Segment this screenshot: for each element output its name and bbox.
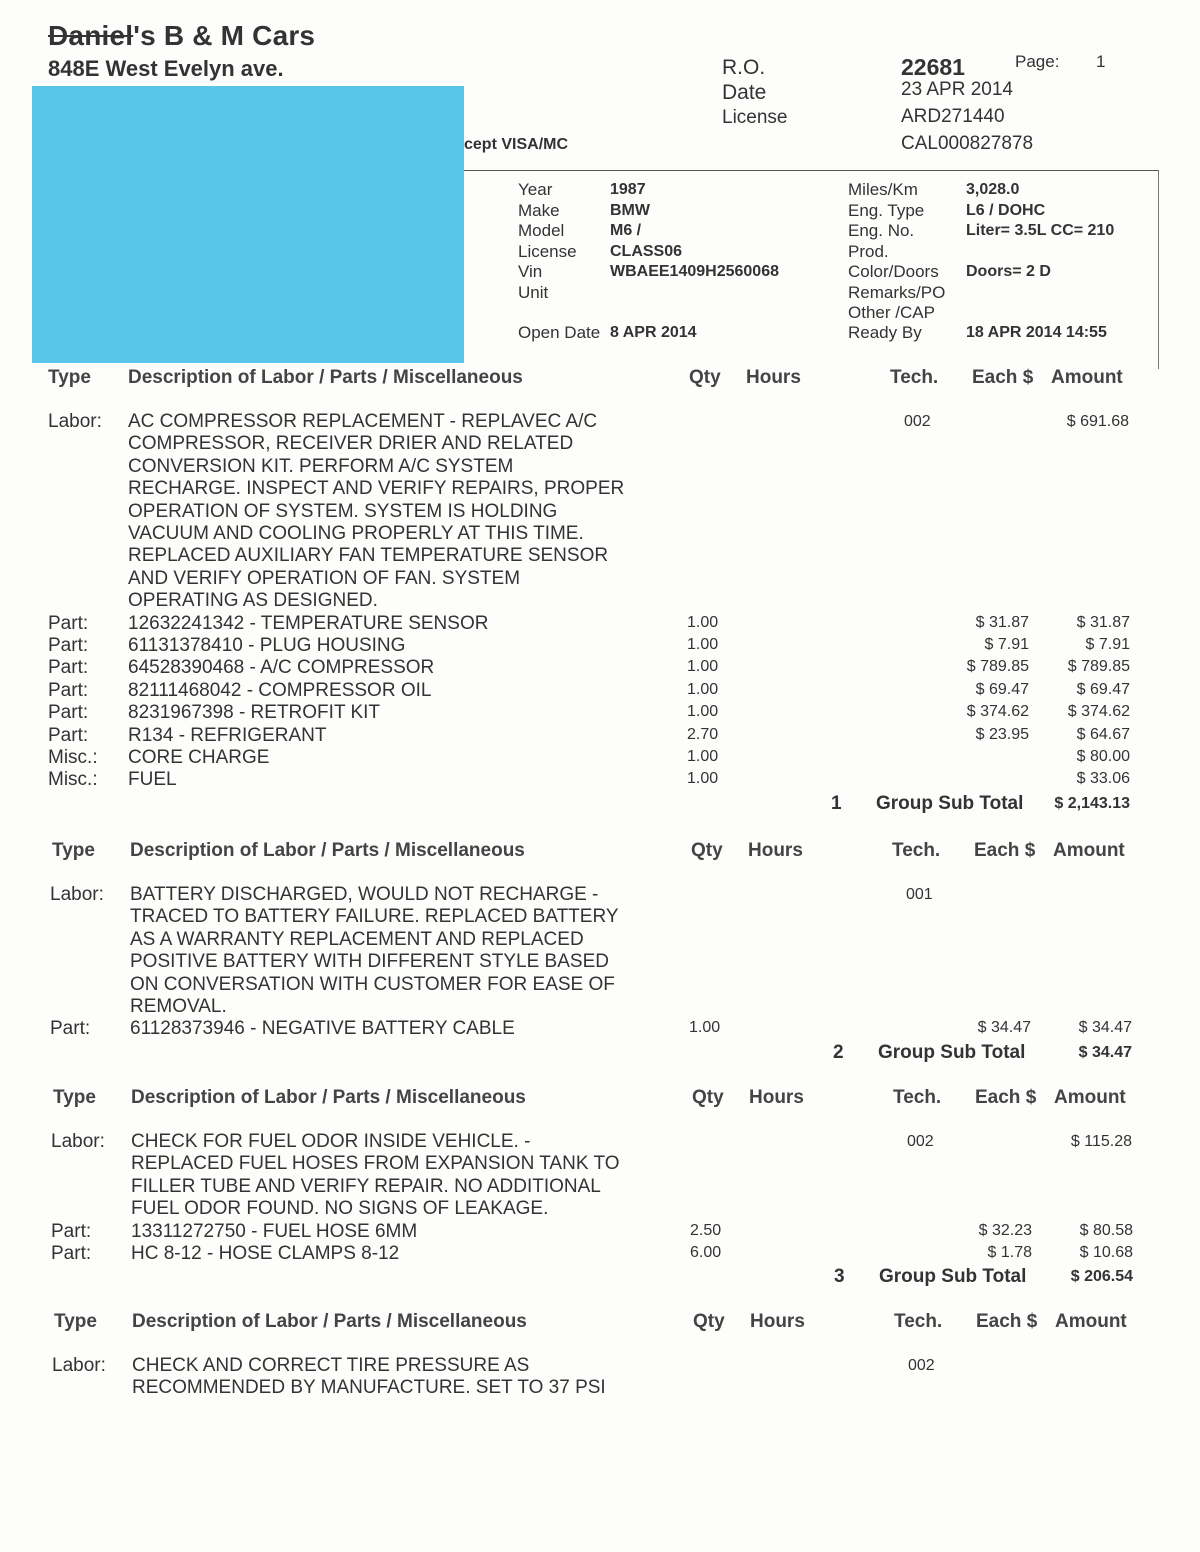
open-date-label: Open Date (518, 323, 601, 342)
col-header-description: Description of Labor / Parts / Miscellaneous (128, 367, 523, 388)
item-description: 13311272750 - FUEL HOSE 6MM (131, 1220, 418, 1242)
item-type: Part: (48, 724, 89, 746)
item-description: R134 - REFRIGERANT (128, 724, 327, 746)
shop-address: 848E West Evelyn ave. (48, 56, 284, 81)
item-qty: 1.00 (687, 703, 719, 721)
open-date-value: 8 APR 2014 (610, 324, 697, 341)
col-header-tech: Tech. (893, 1087, 942, 1108)
item-description: 12632241342 - TEMPERATURE SENSOR (128, 612, 489, 634)
year-value: 1987 (610, 181, 646, 198)
labor-description-line: VACUUM AND COOLING PROPERLY AT THIS TIME. (128, 523, 584, 545)
item-type: Part: (50, 1018, 91, 1040)
col-header-tech: Tech. (892, 840, 941, 861)
model-label: Model (518, 221, 565, 240)
ro-label: R.O. (722, 56, 766, 79)
group-subtotal-label: Group Sub Total (879, 1266, 1027, 1288)
item-type: Part: (48, 635, 89, 656)
item-each-price: $ 789.85 (966, 658, 1029, 676)
item-type: Part: (48, 702, 89, 724)
col-header-qty: Qty (692, 1087, 724, 1108)
item-description: 64528390468 - A/C COMPRESSOR (128, 657, 435, 679)
labor-description-line: RECHARGE. INSPECT AND VERIFY REPAIRS, PROPER (128, 478, 625, 500)
col-header-tech: Tech. (894, 1311, 943, 1332)
item-qty: 1.00 (687, 613, 719, 631)
group-subtotal-amount: $ 34.47 (1078, 1043, 1132, 1061)
make-value: BMW (610, 202, 650, 219)
labor-tech: 002 (908, 1357, 935, 1374)
remarks-label: Remarks/PO (848, 283, 946, 302)
item-each-price: $ 374.62 (966, 703, 1029, 721)
vin-value: WBAEE1409H2560068 (610, 263, 779, 280)
labor-tech: 002 (904, 413, 931, 430)
item-description: CORE CHARGE (128, 747, 270, 768)
labor-description (128, 411, 624, 613)
labor-tech: 001 (906, 886, 933, 903)
date-label: Date (722, 81, 767, 104)
group-subtotal-amount: $ 206.54 (1070, 1268, 1133, 1286)
item-type: Part: (48, 612, 89, 634)
labor-description-line: REPLACED AUXILIARY FAN TEMPERATURE SENSOR (128, 545, 609, 567)
item-each-price: $ 69.47 (975, 680, 1029, 698)
item-qty: 1.00 (687, 658, 719, 676)
item-amount: $ 7.91 (1085, 636, 1130, 653)
item-amount: $ 789.85 (1067, 658, 1130, 676)
item-type: Misc.: (48, 747, 98, 768)
labor-description-line: AC COMPRESSOR REPLACEMENT - REPLAVEC A/C (128, 411, 598, 432)
col-header-each: Each $ (976, 1311, 1038, 1332)
group-subtotal-label: Group Sub Total (876, 792, 1024, 814)
col-header-qty: Qty (689, 367, 721, 388)
col-header-hours: Hours (748, 840, 803, 861)
miles-value: 3,028.0 (966, 181, 1020, 198)
col-header-hours: Hours (749, 1087, 804, 1108)
item-each-price: $ 32.23 (978, 1221, 1032, 1239)
vehicle-license-value: CLASS06 (610, 243, 683, 260)
eng-type-label: Eng. Type (848, 201, 925, 220)
item-qty: 1.00 (687, 748, 719, 765)
col-header-description: Description of Labor / Parts / Miscellaneous (131, 1087, 526, 1108)
item-description: 61131378410 - PLUG HOUSING (128, 635, 406, 656)
redaction-block (32, 86, 464, 363)
item-type: Misc.: (48, 769, 98, 791)
labor-description-line: CHECK FOR FUEL ODOR INSIDE VEHICLE. - (131, 1131, 531, 1152)
item-description: 61128373946 - NEGATIVE BATTERY CABLE (130, 1018, 515, 1040)
labor-description (130, 884, 619, 1018)
labor-description-line: AS A WARRANTY REPLACEMENT AND REPLACED (130, 928, 584, 950)
labor-description-line: RECOMMENDED BY MANUFACTURE. SET TO 37 PSI (132, 1377, 606, 1399)
labor-description-line: OPERATING AS DESIGNED. (128, 590, 378, 612)
item-type: Part: (51, 1243, 92, 1264)
ro-license-2: CAL000827878 (901, 133, 1034, 154)
item-description: HC 8-12 - HOSE CLAMPS 8-12 (131, 1243, 400, 1264)
col-header-qty: Qty (691, 840, 723, 861)
labor-type: Labor: (50, 884, 104, 905)
page-label: Page: (1015, 52, 1060, 71)
ready-by-value: 18 APR 2014 14:55 (966, 324, 1107, 341)
labor-description (131, 1131, 619, 1221)
labor-type: Labor: (48, 411, 102, 432)
col-header-each: Each $ (975, 1087, 1037, 1108)
item-each-price: $ 31.87 (975, 613, 1029, 631)
item-qty: 1.00 (687, 680, 719, 698)
labor-amount: $ 115.28 (1070, 1133, 1132, 1150)
license-label: License (722, 107, 788, 128)
prod-label: Prod. (848, 242, 889, 261)
col-header-type: Type (48, 367, 91, 388)
page-number: 1 (1096, 52, 1106, 71)
item-amount: $ 10.68 (1079, 1244, 1133, 1261)
item-amount: $ 69.47 (1076, 680, 1130, 698)
group-subtotal-label: Group Sub Total (878, 1041, 1026, 1063)
item-qty: 1.00 (687, 636, 719, 653)
eng-type-value: L6 / DOHC (966, 202, 1046, 219)
col-header-hours: Hours (746, 367, 801, 388)
item-each-price: $ 23.95 (975, 725, 1029, 743)
group-number: 2 (833, 1041, 844, 1063)
labor-amount: $ 691.68 (1066, 413, 1129, 430)
eng-no-label: Eng. No. (848, 221, 915, 240)
labor-type: Labor: (51, 1131, 105, 1152)
item-qty: 6.00 (690, 1244, 722, 1261)
labor-description-line: ON CONVERSATION WITH CUSTOMER FOR EASE OF (130, 973, 615, 995)
labor-description-line: CHECK AND CORRECT TIRE PRESSURE AS (132, 1355, 530, 1376)
item-type: Part: (48, 679, 89, 701)
col-header-hours: Hours (750, 1311, 805, 1332)
col-header-amount: Amount (1054, 1087, 1126, 1108)
labor-description (132, 1355, 606, 1400)
labor-description-line: COMPRESSOR, RECEIVER DRIER AND RELATED (128, 433, 574, 455)
vin-label: Vin (518, 262, 543, 281)
item-each-price: $ 34.47 (977, 1019, 1031, 1037)
col-header-description: Description of Labor / Parts / Miscellaneous (132, 1311, 527, 1332)
ro-date: 23 APR 2014 (901, 79, 1013, 100)
item-type: Part: (51, 1220, 92, 1242)
item-description: 8231967398 - RETROFIT KIT (128, 702, 381, 724)
group-number: 1 (831, 792, 842, 814)
labor-description-line: BATTERY DISCHARGED, WOULD NOT RECHARGE - (130, 884, 599, 905)
labor-description-line: TRACED TO BATTERY FAILURE. REPLACED BATTERY (130, 906, 619, 928)
ready-by-label: Ready By (848, 323, 922, 342)
item-amount: $ 374.62 (1067, 703, 1130, 721)
shop-name-struck: Daniel (48, 20, 134, 51)
ro-license: ARD271440 (901, 106, 1005, 127)
col-header-type: Type (54, 1311, 97, 1332)
group-number: 3 (834, 1266, 845, 1288)
year-label: Year (518, 180, 553, 199)
color-value: Doors= 2 D (966, 263, 1051, 280)
item-amount: $ 80.00 (1076, 748, 1130, 765)
unit-label: Unit (518, 283, 549, 302)
col-header-each: Each $ (972, 367, 1034, 388)
labor-description-line: FILLER TUBE AND VERIFY REPAIR. NO ADDITIONAL (131, 1175, 601, 1197)
eng-no-value: Liter= 3.5L CC= 210 (966, 222, 1115, 239)
labor-description-line: CONVERSION KIT. PERFORM A/C SYSTEM (128, 455, 514, 477)
model-value: M6 / (610, 222, 642, 239)
item-amount: $ 34.47 (1078, 1019, 1132, 1037)
ro-number: 22681 (901, 54, 965, 80)
item-each-price: $ 1.78 (987, 1244, 1032, 1261)
item-qty: 1.00 (689, 1019, 721, 1037)
item-each-price: $ 7.91 (984, 636, 1029, 653)
col-header-type: Type (52, 840, 95, 861)
color-label: Color/Doors (848, 262, 939, 281)
labor-description-line: FUEL ODOR FOUND. NO SIGNS OF LEAKAGE. (131, 1198, 549, 1220)
col-header-tech: Tech. (890, 367, 939, 388)
labor-description-line: REMOVAL. (130, 996, 227, 1018)
col-header-amount: Amount (1053, 840, 1125, 861)
make-label: Make (518, 201, 560, 220)
labor-tech: 002 (907, 1133, 934, 1150)
item-description: 82111468042 - COMPRESSOR OIL (128, 679, 432, 701)
item-amount: $ 33.06 (1076, 770, 1130, 788)
item-amount: $ 80.58 (1079, 1221, 1133, 1239)
other-label: Other /CAP (848, 303, 935, 322)
labor-description-line: AND VERIFY OPERATION OF FAN. SYSTEM (128, 567, 521, 589)
labor-description-line: OPERATION OF SYSTEM. SYSTEM IS HOLDING (128, 500, 558, 522)
group-subtotal-amount: $ 2,143.13 (1054, 794, 1130, 812)
col-header-amount: Amount (1051, 367, 1123, 388)
shop-name (48, 20, 315, 52)
shop-name-rest: 's B & M Cars (133, 20, 316, 51)
item-description: FUEL (128, 769, 177, 791)
item-amount: $ 31.87 (1076, 613, 1130, 631)
item-amount: $ 64.67 (1076, 725, 1130, 743)
item-qty: 1.00 (687, 770, 719, 788)
col-header-qty: Qty (693, 1311, 725, 1332)
payment-note: cept VISA/MC (464, 136, 569, 153)
labor-description-line: REPLACED FUEL HOSES FROM EXPANSION TANK TO (131, 1153, 620, 1175)
labor-type: Labor: (52, 1355, 106, 1376)
miles-label: Miles/Km (848, 180, 918, 199)
col-header-each: Each $ (974, 840, 1036, 861)
col-header-type: Type (53, 1087, 96, 1108)
item-qty: 2.50 (690, 1221, 722, 1239)
vehicle-license-label: License (518, 242, 577, 261)
item-qty: 2.70 (687, 725, 719, 743)
labor-description-line: POSITIVE BATTERY WITH DIFFERENT STYLE BASED (130, 951, 609, 973)
item-type: Part: (48, 657, 89, 679)
col-header-description: Description of Labor / Parts / Miscellaneous (130, 840, 525, 861)
col-header-amount: Amount (1055, 1311, 1127, 1332)
